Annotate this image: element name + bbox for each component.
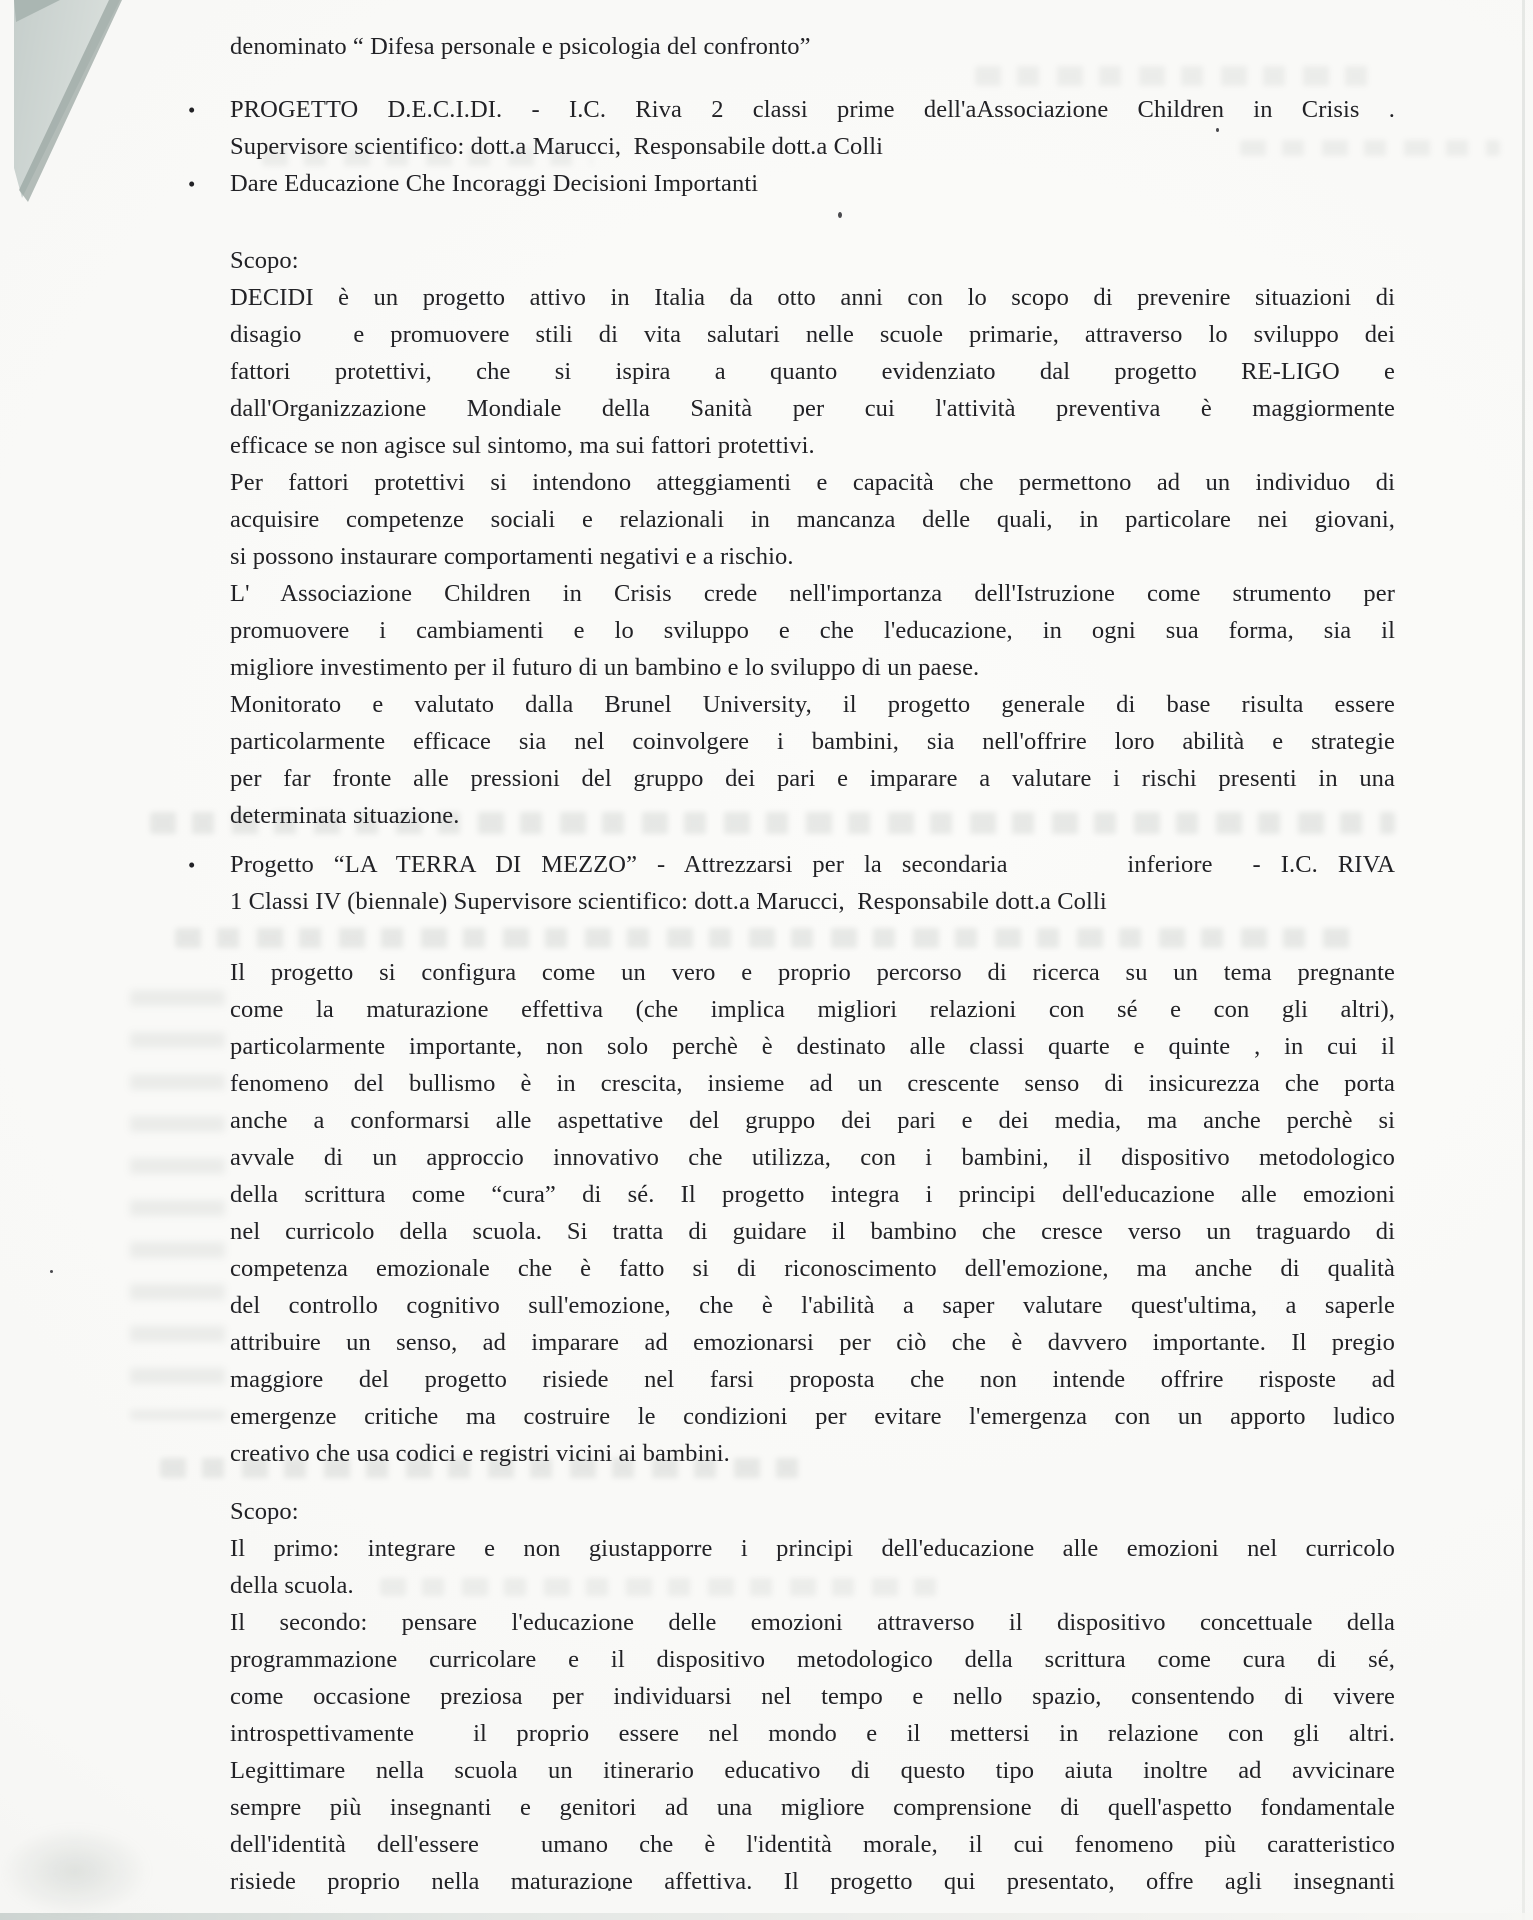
bullet-text-progetto-decidi <box>230 91 1395 165</box>
paragraph-il-primo <box>230 1530 1395 1604</box>
text-line: per far fronte alle pressioni del gruppo dei pari e imparare a valutare i rischi presenti in una <box>230 765 1395 792</box>
text-line: Scopo: <box>230 247 299 274</box>
text-line: come occasione preziosa per individuarsi nel tempo e nello spazio, consentendo di vivere <box>230 1683 1395 1710</box>
scan-page-edge-line <box>1522 0 1525 1920</box>
text-line: Scopo: <box>230 1498 299 1525</box>
text-line: emergenze critiche ma costruire le condizioni per evitare l'emergenza con un apporto ludico <box>230 1403 1395 1430</box>
text-line: del controllo cognitivo sull'emozione, che è l'abilità a saper valutare quest'ultima, a saperle <box>230 1292 1395 1319</box>
text-line: risiede proprio nella maturazione affettiva. Il progetto qui presentato, offre agli insegnanti <box>230 1868 1395 1895</box>
text-line: nel curricolo della scuola. Si tratta di guidare il bambino che cresce verso un traguardo di <box>230 1218 1395 1245</box>
text-line: acquisire competenze sociali e relazionali in mancanza delle quali, in particolare nei giovani, <box>230 506 1395 533</box>
text-line: fenomeno del bullismo è in crescita, insieme ad un crescente senso di insicurezza che porta <box>230 1070 1395 1097</box>
paragraph-fattori-protettivi <box>230 464 1395 575</box>
paragraph-il-progetto <box>230 954 1395 1472</box>
text-line: Il progetto si configura come un vero e proprio percorso di ricerca su un tema pregnante <box>230 959 1395 986</box>
paragraph-associazione-children <box>230 575 1395 686</box>
text-line: particolarmente importante, non solo perchè è destinato alle classi quarte e quinte , in cui il <box>230 1033 1395 1060</box>
text-line: Legittimare nella scuola un itinerario educativo di questo tipo aiuta inoltre ad avvicinare <box>230 1757 1395 1784</box>
bullet-text-terra-di-mezzo <box>230 846 1395 920</box>
text-line: dell'identità dell'essere umano che è l'identità morale, il cui fenomeno più caratteristico <box>230 1831 1395 1858</box>
text-line: Il secondo: pensare l'educazione delle emozioni attraverso il dispositivo concettuale della <box>230 1609 1395 1636</box>
text-line: Monitorato e valutato dalla Brunel University, il progetto generale di base risulta essere <box>230 691 1395 718</box>
text-line: particolarmente efficace sia nel coinvolgere i bambini, sia nell'offrire loro abilità e strategie <box>230 728 1395 755</box>
text-line: DECIDI è un progetto attivo in Italia da otto anni con lo scopo di prevenire situazioni di <box>230 284 1395 311</box>
text-line: 1 Classi IV (biennale) Supervisore scientifico: dott.a Marucci, Responsabile dott.a Colli <box>230 888 1107 915</box>
text-line: creativo che usa codici e registri vicini ai bambini. <box>230 1440 730 1467</box>
text-line: della scrittura come “cura” di sé. Il progetto integra i principi dell'educazione alle emozioni <box>230 1181 1395 1208</box>
paragraph-decidi-descrizione <box>230 279 1395 464</box>
text-line: determinata situazione. <box>230 802 460 829</box>
scan-bottom-left-shade <box>0 1826 150 1916</box>
scan-speck <box>50 1270 53 1273</box>
text-line: disagio e promuovere stili di vita salutari nelle scuole primarie, attraverso lo sviluppo dei <box>230 321 1395 348</box>
text-line: migliore investimento per il futuro di un bambino e lo sviluppo di un paese. <box>230 654 980 681</box>
text-line: si possono instaurare comportamenti negativi e a rischio. <box>230 543 794 570</box>
text-line: come la maturazione effettiva (che implica migliori relazioni con sé e con gli altri), <box>230 996 1395 1023</box>
bleedthrough-artifact <box>130 990 225 1420</box>
text-line: L' Associazione Children in Crisis crede nell'importanza dell'Istruzione come strumento per <box>230 580 1395 607</box>
text-line: maggiore del progetto risiede nel farsi proposta che non intende offrire risposte ad <box>230 1366 1395 1393</box>
text-line: dall'Organizzazione Mondiale della Sanità per cui l'attività preventiva è maggiormente <box>230 395 1395 422</box>
text-line: introspettivamente il proprio essere nel mondo e il mettersi in relazione con gli altri. <box>230 1720 1395 1747</box>
text-line: fattori protettivi, che si ispira a quanto evidenziato dal progetto RE-LIGO e <box>230 358 1395 385</box>
text-line: attribuire un senso, ad imparare ad emozionarsi per ciò che è davvero importante. Il pregio <box>230 1329 1395 1356</box>
bullet-item-progetto-decidi <box>188 91 1395 165</box>
text-line: programmazione curricolare e il dispositivo metodologico della scrittura come cura di sé, <box>230 1646 1395 1673</box>
bullet-text-dare-educazione <box>230 165 1395 202</box>
text-line: efficace se non agisce sul sintomo, ma sui fattori protettivi. <box>230 432 815 459</box>
text-line: anche a conformarsi alle aspettative del gruppo dei pari e dei media, ma anche perchè si <box>230 1107 1395 1134</box>
text-line: sempre più insegnanti e genitori ad una migliore comprensione di quell'aspetto fondamentale <box>230 1794 1395 1821</box>
text-line: Supervisore scientifico: dott.a Marucci, Responsabile dott.a Colli <box>230 133 884 160</box>
text-line: PROGETTO D.E.C.I.DI. - I.C. Riva 2 classi prime dell'aAssociazione Children in Crisis . <box>230 96 1395 123</box>
document-content <box>188 28 1395 1900</box>
text-line: avvale di un approccio innovativo che utilizza, con i bambini, il dispositivo metodologico <box>230 1144 1395 1171</box>
bullet-item-terra-di-mezzo <box>188 846 1395 920</box>
text-line: Il primo: integrare e non giustapporre i principi dell'educazione alle emozioni nel curricolo <box>230 1535 1395 1562</box>
text-line: della scuola. <box>230 1572 354 1599</box>
paragraph-denominato <box>230 28 1395 65</box>
text-line: Dare Educazione Che Incoraggi Decisioni Importanti <box>230 170 759 197</box>
bullet-item-dare-educazione <box>188 165 1395 202</box>
scopo-heading-1 <box>230 242 1395 279</box>
text-line: competenza emozionale che è fatto si di riconoscimento dell'emozione, ma anche di qualità <box>230 1255 1395 1282</box>
paragraph-il-secondo <box>230 1604 1395 1900</box>
scopo-heading-2 <box>230 1493 1395 1530</box>
scan-bottom-edge-artifact <box>0 1913 1533 1920</box>
text-line: promuovere i cambiamenti e lo sviluppo e che l'educazione, in ogni sua forma, sia il <box>230 617 1395 644</box>
bullet-marker: • <box>188 853 196 877</box>
text-line: Per fattori protettivi si intendono atteggiamenti e capacità che permettono ad un individuo di <box>230 469 1395 496</box>
paragraph-monitorato-brunel <box>230 686 1395 834</box>
bullet-marker: • <box>188 172 196 196</box>
text-line: Progetto “LA TERRA DI MEZZO” - Attrezzarsi per la secondaria inferiore - I.C. RIVA <box>230 851 1395 878</box>
bullet-marker: • <box>188 98 196 122</box>
text-line: denominato “ Difesa personale e psicologia del confronto” <box>230 33 811 60</box>
